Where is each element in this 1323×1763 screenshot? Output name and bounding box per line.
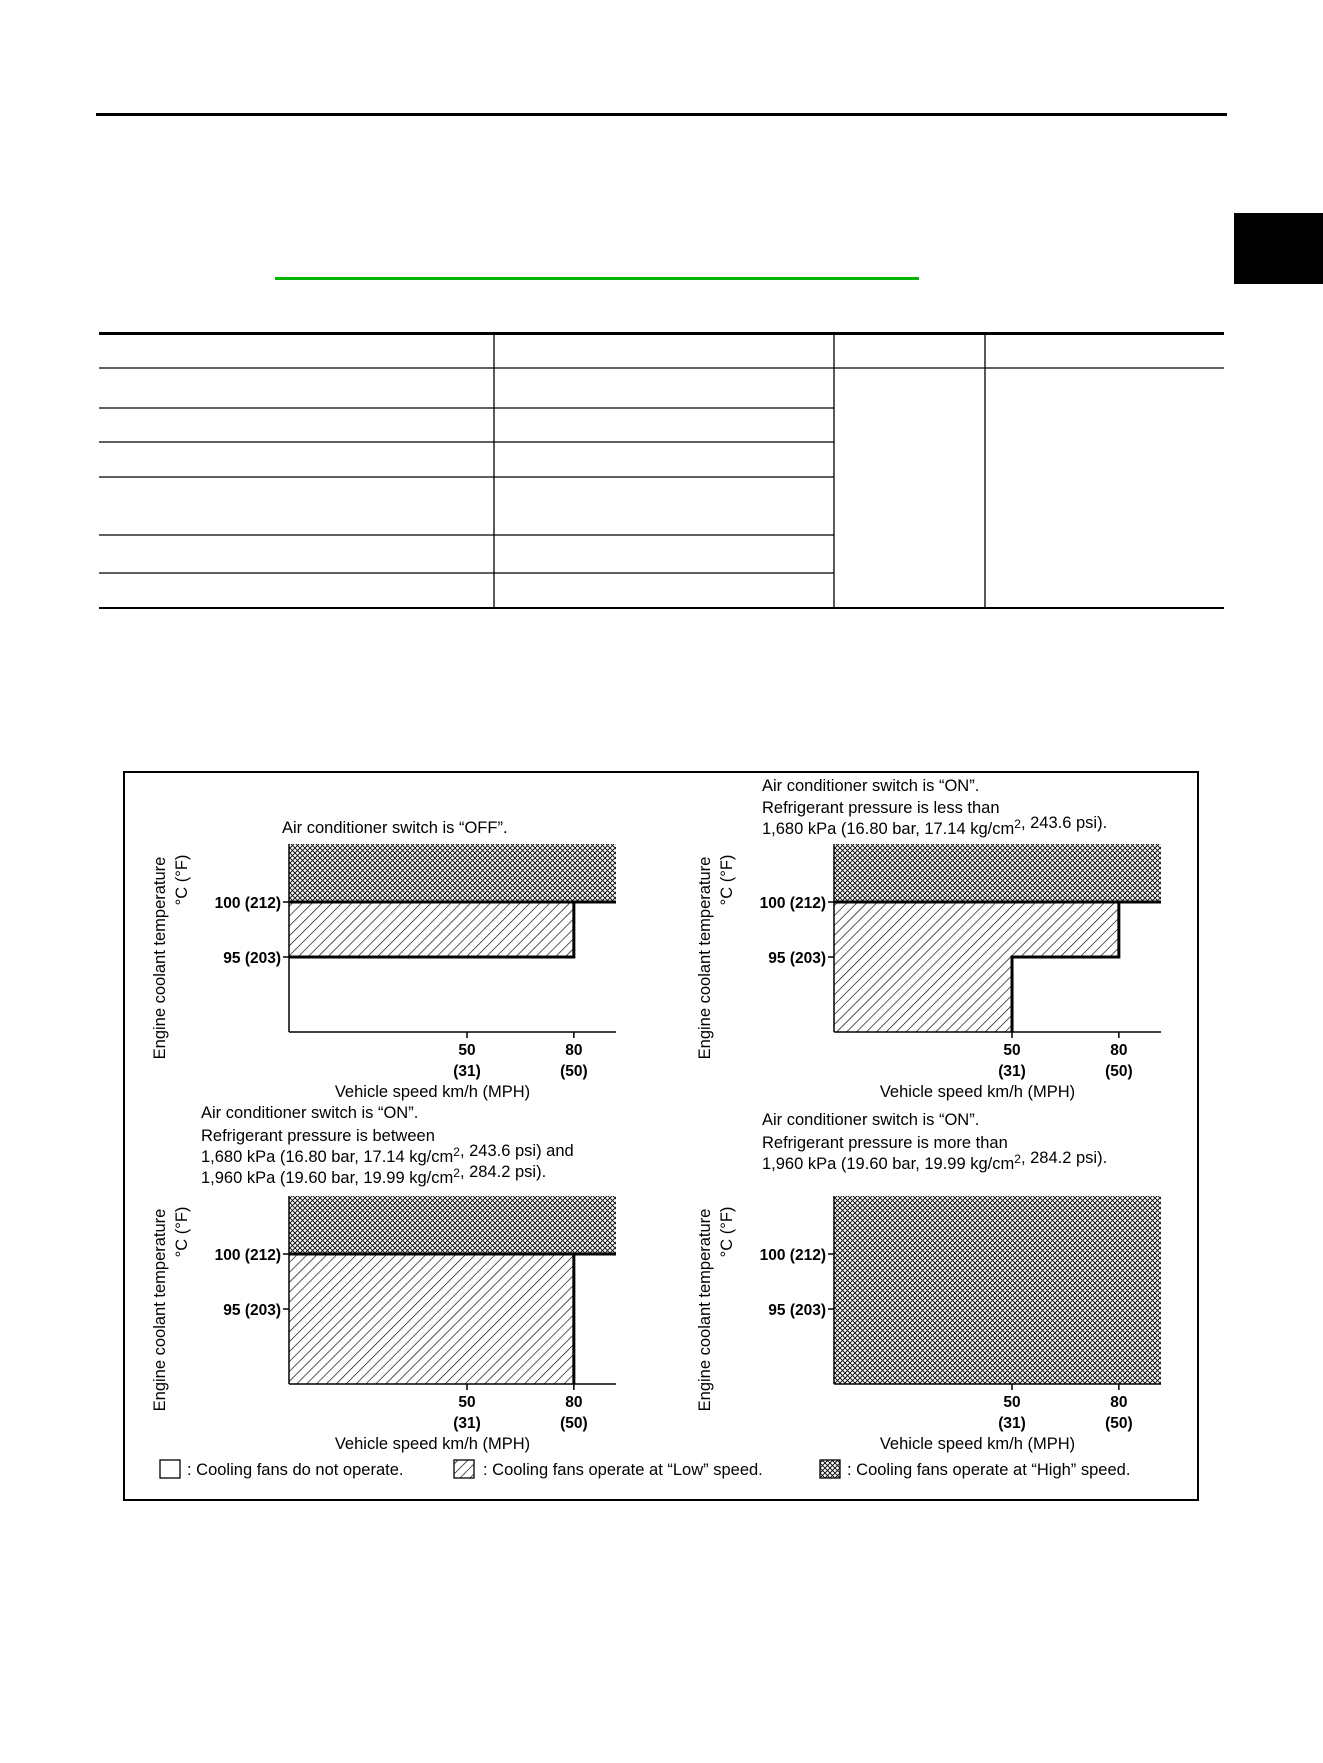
legend-swatch-low	[454, 1460, 474, 1478]
low-speed-region	[289, 902, 574, 957]
x-axis-label: Vehicle speed km/h (MPH)	[879, 1435, 1076, 1453]
x-tick-label: 80	[565, 1042, 583, 1059]
legend-label: : Cooling fans operate at “High” speed.	[847, 1461, 1131, 1479]
x-tick-sublabel: (50)	[560, 1415, 588, 1432]
panel-caption-line: 1,680 kPa (16.80 bar, 17.14 $kg/cm^2$, 243.6 psi).	[762, 814, 1108, 838]
x-tick-label: 50	[458, 1042, 476, 1059]
high-speed-region	[289, 1196, 616, 1254]
panel-caption-line: Air conditioner switch is “ON”.	[201, 1104, 419, 1122]
x-tick-label: 50	[458, 1394, 476, 1411]
y-axis-label: Engine coolant temperature	[151, 1208, 169, 1412]
y-tick-label: 100 (212)	[214, 1247, 281, 1264]
panel-caption-line: Refrigerant pressure is more than	[762, 1134, 1008, 1152]
x-tick-sublabel: (50)	[1105, 1063, 1133, 1080]
link-underline[interactable]	[275, 277, 919, 280]
y-axis-unit-label: °C (°F)	[173, 854, 191, 906]
section-tab	[1234, 213, 1323, 284]
panel-caption-line: 1,680 kPa (16.80 bar, 17.14 $kg/cm^2$, 243.6 psi) and	[201, 1142, 574, 1166]
y-tick-label: 100 (212)	[759, 895, 826, 912]
x-tick-sublabel: (31)	[453, 1415, 481, 1432]
x-tick-sublabel: (31)	[998, 1063, 1026, 1080]
low-speed-region	[834, 902, 1119, 1032]
x-tick-label: 50	[1003, 1042, 1021, 1059]
panel-caption-line: 1,960 kPa (19.60 bar, 19.99 $kg/cm^2$, 284.2 psi).	[762, 1149, 1108, 1173]
y-tick-label: 100 (212)	[214, 895, 281, 912]
panel-caption-line: Air conditioner switch is “OFF”.	[282, 819, 508, 837]
x-axis-label: Vehicle speed km/h (MPH)	[879, 1083, 1076, 1101]
panel-caption-line: Refrigerant pressure is less than	[762, 799, 1000, 817]
y-axis-label: Engine coolant temperature	[696, 856, 714, 1060]
y-tick-label: 95 (203)	[768, 950, 826, 967]
y-axis-label: Engine coolant temperature	[696, 1208, 714, 1412]
top-rule	[96, 113, 1227, 116]
high-speed-region	[289, 844, 616, 902]
panel-caption-line: Air conditioner switch is “ON”.	[762, 1111, 980, 1129]
y-axis-label: Engine coolant temperature	[151, 856, 169, 1060]
y-tick-label: 95 (203)	[768, 1302, 826, 1319]
legend-swatch-none	[160, 1460, 180, 1478]
x-tick-label: 80	[1110, 1394, 1128, 1411]
x-tick-sublabel: (50)	[560, 1063, 588, 1080]
x-tick-label: 80	[1110, 1042, 1128, 1059]
y-axis-unit-label: °C (°F)	[718, 854, 736, 906]
x-tick-label: 50	[1003, 1394, 1021, 1411]
legend-label: : Cooling fans do not operate.	[187, 1461, 404, 1479]
panel-caption-line: Refrigerant pressure is between	[201, 1127, 435, 1145]
x-tick-sublabel: (31)	[453, 1063, 481, 1080]
x-tick-label: 80	[565, 1394, 583, 1411]
y-axis-unit-label: °C (°F)	[718, 1206, 736, 1258]
y-axis-unit-label: °C (°F)	[173, 1206, 191, 1258]
legend-swatch-high	[820, 1460, 840, 1478]
low-speed-region	[289, 1254, 574, 1384]
spec-table	[99, 332, 1224, 609]
fan-operation-charts	[125, 773, 1197, 1499]
y-tick-label: 95 (203)	[223, 950, 281, 967]
x-tick-sublabel: (50)	[1105, 1415, 1133, 1432]
legend-label: : Cooling fans operate at “Low” speed.	[483, 1461, 763, 1479]
y-tick-label: 100 (212)	[759, 1247, 826, 1264]
x-axis-label: Vehicle speed km/h (MPH)	[334, 1435, 531, 1453]
high-speed-region	[834, 844, 1161, 902]
high-speed-region	[834, 1196, 1161, 1384]
x-tick-sublabel: (31)	[998, 1415, 1026, 1432]
cooling-fan-operation-figure	[123, 771, 1199, 1501]
panel-caption-line: Air conditioner switch is “ON”.	[762, 777, 980, 795]
y-tick-label: 95 (203)	[223, 1302, 281, 1319]
panel-caption-line: 1,960 kPa (19.60 bar, 19.99 $kg/cm^2$, 284.2 psi).	[201, 1163, 547, 1187]
x-axis-label: Vehicle speed km/h (MPH)	[334, 1083, 531, 1101]
